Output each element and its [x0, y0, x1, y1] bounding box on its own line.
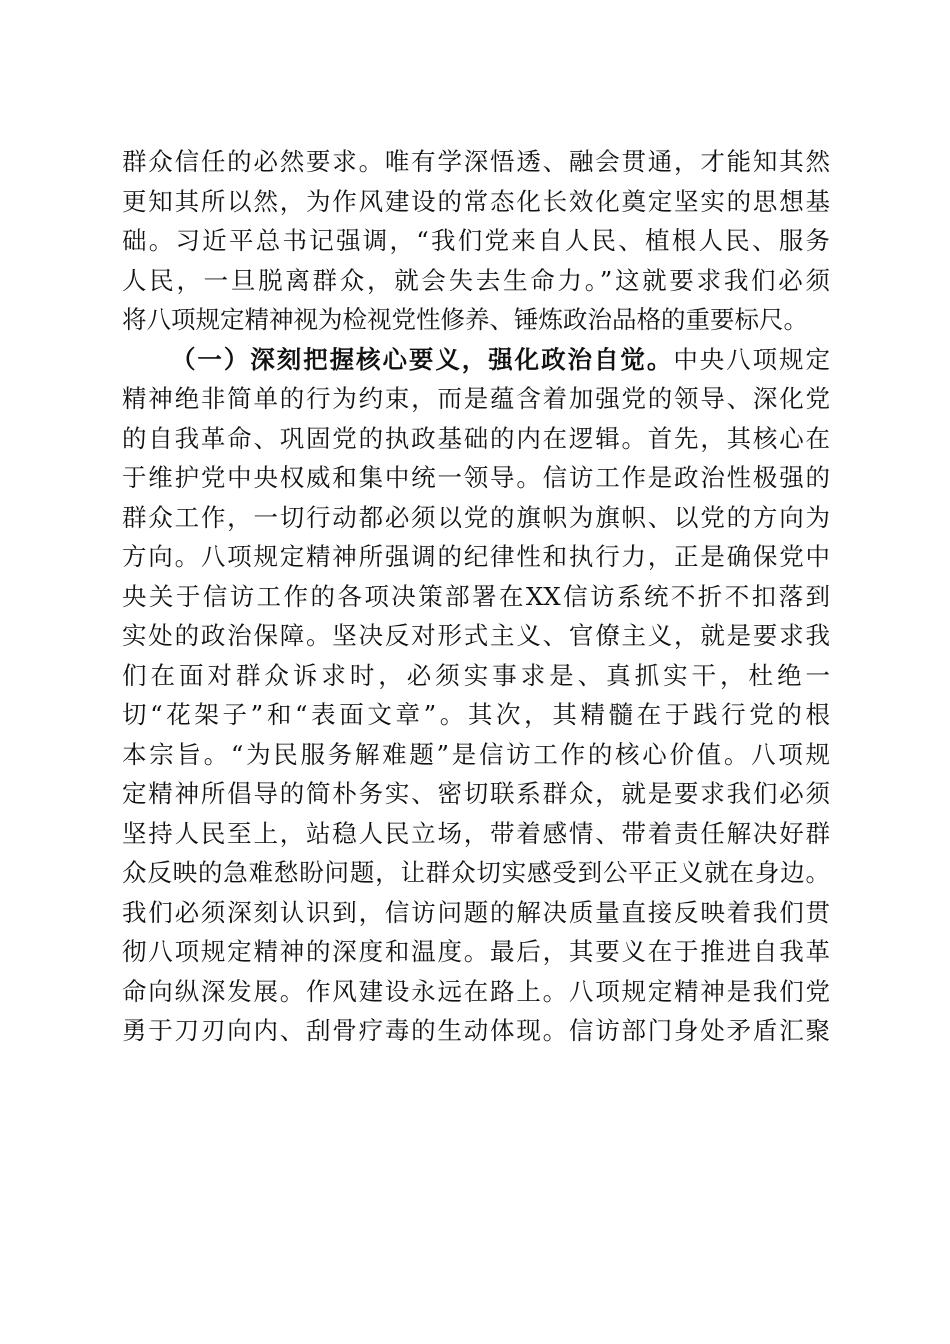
section-line-11: 定精神所倡导的简朴务实、密切联系群众，就是要求我们必须 — [122, 779, 830, 808]
intro-line-1: 群众信任的必然要求。唯有学深悟透、融会贯通，才能知其然 — [122, 147, 830, 176]
section-line-5: 方向。八项规定精神所强调的纪律性和执行力，正是确保党中 — [122, 542, 830, 571]
section-line-6: 央关于信访工作的各项决策部署在XX信访系统不折不扣落到 — [122, 581, 830, 611]
section-line-7: 实处的政治保障。坚决反对形式主义、官僚主义，就是要求我 — [122, 621, 830, 650]
intro-line-5: 将八项规定精神视为检视党性修养、锤炼政治品格的重要标尺。 — [122, 305, 808, 334]
section-line-10: 本宗旨。“为民服务解难题”是信访工作的核心价值。八项规 — [122, 739, 830, 769]
section-line-9: 切“花架子”和“表面文章”。其次，其精髓在于践行党的根 — [122, 700, 830, 729]
section-line-15: 彻八项规定精神的深度和温度。最后，其要义在于推进自我革 — [122, 937, 830, 966]
body-text — [122, 142, 830, 1051]
intro-line-2: 更知其所以然，为作风建设的常态化长效化奠定坚实的思想基 — [122, 186, 830, 216]
section-line-16: 命向纵深发展。作风建设永远在路上。八项规定精神是我们党 — [122, 976, 830, 1006]
section-line-17: 勇于刀刃向内、刮骨疗毒的生动体现。信访部门身处矛盾汇聚 — [122, 1016, 830, 1045]
section-line-8: 们在面对群众诉求时，必须实事求是、真抓实干，杜绝一 — [122, 660, 830, 690]
intro-line-3: 础。习近平总书记强调，“我们党来自人民、植根人民、服务 — [122, 226, 830, 255]
section-line-1: 精神绝非简单的行为约束，而是蕴含着加强党的领导、深化党 — [122, 384, 830, 413]
section-line-4: 群众工作，一切行动都必须以党的旗帜为旗帜、以党的方向为 — [122, 502, 830, 532]
intro-line-4: 人民，一旦脱离群众，就会失去生命力。”这就要求我们必须 — [122, 265, 830, 295]
section-line-12: 坚持人民至上，站稳人民立场，带着感情、带着责任解决好群 — [122, 818, 830, 848]
section-first-line-rest: 中央八项规定 — [673, 344, 830, 374]
section-heading: （一）深刻把握核心要义，强化政治自觉。 — [171, 344, 674, 374]
section-line-3: 于维护党中央权威和集中统一领导。信访工作是政治性极强的 — [122, 463, 830, 492]
section-line-13: 众反映的急难愁盼问题，让群众切实感受到公平正义就在身边。 — [122, 858, 830, 887]
section-first-line — [122, 340, 830, 380]
section-line-14: 我们必须深刻认识到，信访问题的解决质量直接反映着我们贯 — [122, 897, 830, 927]
section-line-2: 的自我革命、巩固党的执政基础的内在逻辑。首先，其核心在 — [122, 423, 830, 453]
